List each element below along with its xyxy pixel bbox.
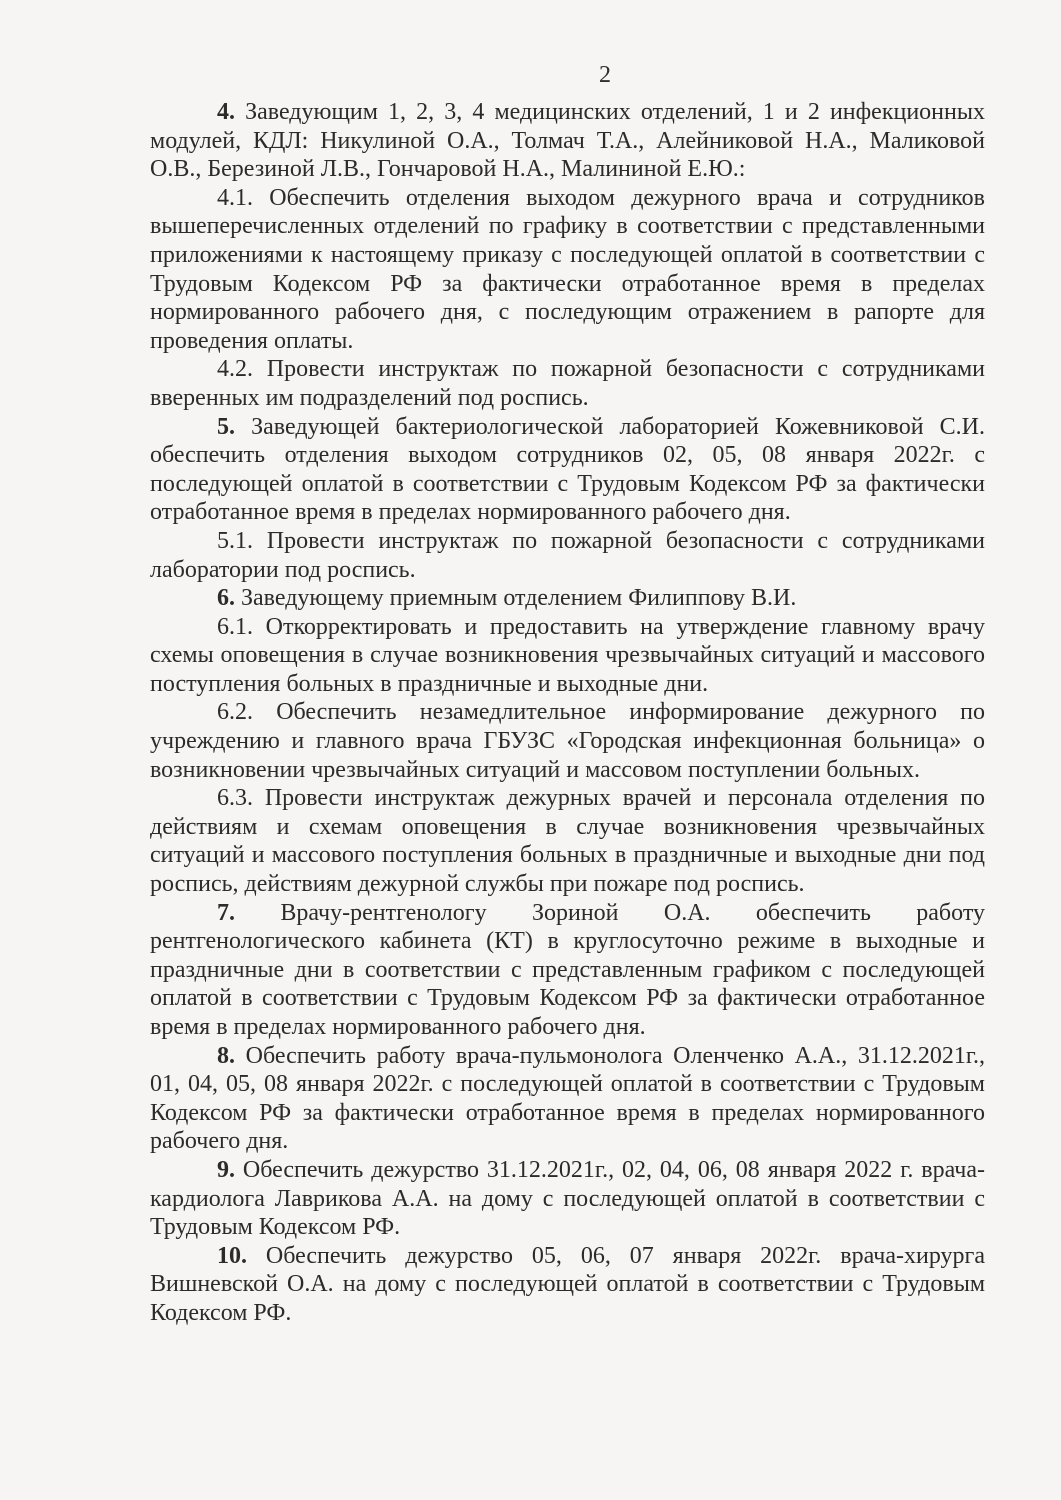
paragraph-6-1 [150,613,985,699]
paragraph-5-1 [150,527,985,584]
paragraph-text: 6.3. Провести инструктаж дежурных врачей и персонала отделения по действиям и схемам оповещения в случае возникновения чрезвычайных ситуаций и массового поступления больных в праздничные и выходные дни под роспись, действиям дежурной службы при пожаре под роспись. [150,785,985,898]
paragraph-text: 4.1. Обеспечить отделения выходом дежурного врача и сотрудников вышеперечисленных отделений по графику в соответствии с представленными приложениями к настоящему приказу с последующей оплатой в соответствии с Трудовым Кодексом РФ за фактически отработанное время в пределах нормированного рабочего дня, с последующим отражением в рапорте для проведения оплаты. [150,184,985,354]
document-body [150,98,985,1328]
paragraph-text: Обеспечить дежурство 05, 06, 07 января 2022г. врача-хирурга Вишневской О.А. на дому с последующей оплатой в соответствии с Трудовым Кодексом РФ. [150,1242,985,1326]
paragraph-7 [150,899,985,1042]
item-number: 7. [217,899,235,926]
paragraph-text: 5.1. Провести инструктаж по пожарной безопасности с сотрудниками лаборатории под роспись. [150,527,985,583]
item-number: 8. [217,1042,235,1069]
paragraph-8 [150,1042,985,1156]
paragraph-text: Заведующему приемным отделением Филиппову В.И. [235,585,797,612]
paragraph-4-1 [150,184,985,356]
paragraph-text: 6.2. Обеспечить незамедлительное информирование дежурного по учреждению и главного врача ГБУЗС «Городская инфекционная больница» о возникновении чрезвычайных ситуаций и массовом поступлении больных. [150,699,985,783]
paragraph-4 [150,98,985,184]
paragraph-text: Врачу-рентгенологу Зориной О.А. обеспечить работу рентгенологического кабинета (КТ) в круглосуточно режиме в выходные и праздничные дни в соответствии с представленным графиком с последующей оплатой в соответствии с Трудовым Кодексом РФ за фактически отработанное время в пределах нормированного рабочего дня. [150,899,985,1040]
paragraph-text: Обеспечить работу врача-пульмонолога Оленченко А.А., 31.12.2021г., 01, 04, 05, 08 января 2022г. с последующей оплатой в соответствии с Трудовым Кодексом РФ за фактически отработанное время в пределах нормированного рабочего дня. [150,1042,985,1155]
item-number: 5. [217,413,235,440]
paragraph-9 [150,1156,985,1242]
item-number: 9. [217,1156,235,1183]
item-number: 10. [217,1242,247,1269]
paragraph-6 [150,584,985,613]
item-number: 6. [217,585,235,612]
item-number: 4. [217,99,235,125]
paragraph-6-2 [150,698,985,784]
paragraph-5 [150,413,985,527]
paragraph-10 [150,1242,985,1328]
paragraph-6-3 [150,784,985,898]
paragraph-text: Заведующей бактериологической лабораторией Кожевниковой С.И. обеспечить отделения выходом сотрудников 02, 05, 08 января 2022г. с последующей оплатой в соответствии с Трудовым Кодексом РФ за фактически отработанное время в пределах нормированного рабочего дня. [150,413,985,526]
paragraph-text: 6.1. Откорректировать и предоставить на утверждение главному врачу схемы оповещения в случае возникновения чрезвычайных ситуаций и массового поступления больных в праздничные и выходные дни. [150,613,985,697]
paragraph-text: Заведующим 1, 2, 3, 4 медицинских отделений, 1 и 2 инфекционных модулей, КДЛ: Никулиной О.А., Толмач Т.А., Алейниковой Н.А., Маликовой О.В., Березиной Л.В., Гончаровой Н.А., Малининой Е.Ю.: [150,99,985,183]
paragraph-4-2 [150,355,985,412]
page-number: 2 [599,62,611,88]
paragraph-text: 4.2. Провести инструктаж по пожарной безопасности с сотрудниками вверенных им подразделений под роспись. [150,356,985,411]
paragraph-text: Обеспечить дежурство 31.12.2021г., 02, 04, 06, 08 января 2022 г. врача-кардиолога Лаврикова А.А. на дому с последующей оплатой в соответствии с Трудовым Кодексом РФ. [150,1156,985,1241]
